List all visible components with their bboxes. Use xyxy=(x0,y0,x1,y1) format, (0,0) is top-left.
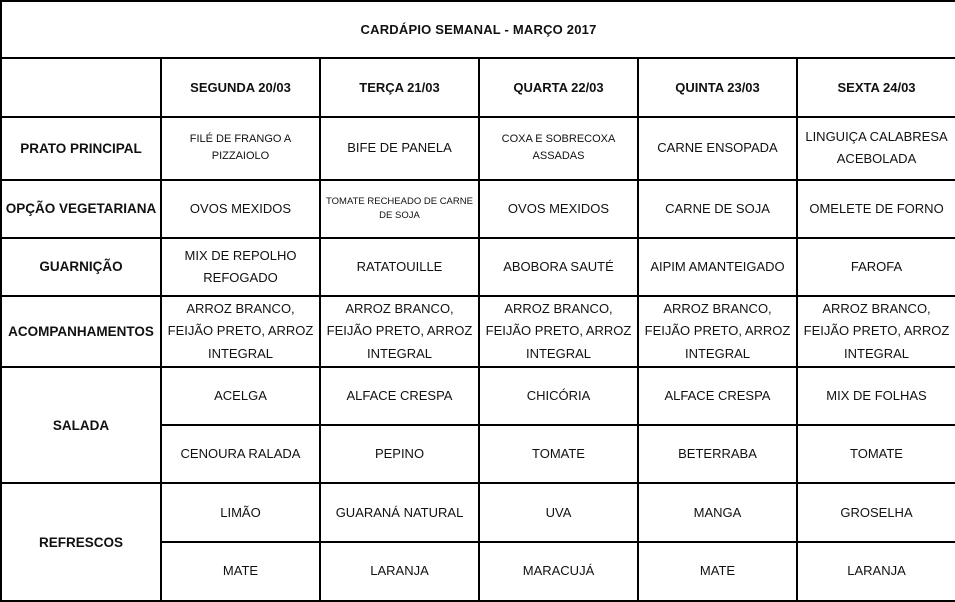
day-header-thursday: QUINTA 23/03 xyxy=(638,58,797,117)
row-salada-1 xyxy=(1,367,955,425)
menu-cell: CENOURA RALADA xyxy=(161,425,320,483)
row-prato-principal xyxy=(1,117,955,180)
menu-cell: MIX DE REPOLHO REFOGADO xyxy=(161,238,320,296)
menu-cell: MATE xyxy=(638,542,797,601)
row-label: OPÇÃO VEGETARIANA xyxy=(1,180,161,238)
menu-cell: ALFACE CRESPA xyxy=(320,367,479,425)
menu-cell: BETERRABA xyxy=(638,425,797,483)
row-label: SALADA xyxy=(1,367,161,483)
menu-cell: MARACUJÁ xyxy=(479,542,638,601)
menu-cell: ARROZ BRANCO, FEIJÃO PRETO, ARROZ INTEGRAL xyxy=(638,296,797,367)
menu-cell: ABOBORA SAUTÉ xyxy=(479,238,638,296)
menu-cell: ACELGA xyxy=(161,367,320,425)
row-guarnicao xyxy=(1,238,955,296)
menu-cell: PEPINO xyxy=(320,425,479,483)
corner-cell xyxy=(1,58,161,117)
menu-cell: GROSELHA xyxy=(797,483,955,542)
menu-cell: LARANJA xyxy=(320,542,479,601)
page-title: CARDÁPIO SEMANAL - MARÇO 2017 xyxy=(1,1,955,58)
day-header-friday: SEXTA 24/03 xyxy=(797,58,955,117)
menu-cell: LINGUIÇA CALABRESA ACEBOLADA xyxy=(797,117,955,180)
title-row xyxy=(1,1,955,58)
menu-cell: LIMÃO xyxy=(161,483,320,542)
menu-cell: FILÉ DE FRANGO A PIZZAIOLO xyxy=(161,117,320,180)
menu-cell: CARNE ENSOPADA xyxy=(638,117,797,180)
menu-cell: COXA E SOBRECOXA ASSADAS xyxy=(479,117,638,180)
menu-cell: MIX DE FOLHAS xyxy=(797,367,955,425)
row-label: REFRESCOS xyxy=(1,483,161,601)
menu-cell: LARANJA xyxy=(797,542,955,601)
row-opcao-vegetariana xyxy=(1,180,955,238)
day-header-wednesday: QUARTA 22/03 xyxy=(479,58,638,117)
menu-cell: ARROZ BRANCO, FEIJÃO PRETO, ARROZ INTEGRAL xyxy=(320,296,479,367)
menu-cell: RATATOUILLE xyxy=(320,238,479,296)
day-header-row xyxy=(1,58,955,117)
menu-cell: GUARANÁ NATURAL xyxy=(320,483,479,542)
menu-cell: TOMATE xyxy=(797,425,955,483)
menu-cell: ARROZ BRANCO, FEIJÃO PRETO, ARROZ INTEGRAL xyxy=(161,296,320,367)
menu-cell: ARROZ BRANCO, FEIJÃO PRETO, ARROZ INTEGRAL xyxy=(479,296,638,367)
menu-cell: FAROFA xyxy=(797,238,955,296)
menu-cell: OVOS MEXIDOS xyxy=(161,180,320,238)
row-refrescos-1 xyxy=(1,483,955,542)
row-acompanhamentos xyxy=(1,296,955,367)
menu-cell: MATE xyxy=(161,542,320,601)
menu-cell: TOMATE xyxy=(479,425,638,483)
menu-cell: MANGA xyxy=(638,483,797,542)
menu-cell: CARNE DE SOJA xyxy=(638,180,797,238)
menu-cell: ALFACE CRESPA xyxy=(638,367,797,425)
row-label: GUARNIÇÃO xyxy=(1,238,161,296)
menu-cell: OVOS MEXIDOS xyxy=(479,180,638,238)
day-header-tuesday: TERÇA 21/03 xyxy=(320,58,479,117)
menu-cell: AIPIM AMANTEIGADO xyxy=(638,238,797,296)
day-header-monday: SEGUNDA 20/03 xyxy=(161,58,320,117)
menu-cell: CHICÓRIA xyxy=(479,367,638,425)
menu-cell: UVA xyxy=(479,483,638,542)
menu-cell: TOMATE RECHEADO DE CARNE DE SOJA xyxy=(320,180,479,238)
menu-cell: OMELETE DE FORNO xyxy=(797,180,955,238)
row-label: ACOMPANHAMENTOS xyxy=(1,296,161,367)
menu-cell: BIFE DE PANELA xyxy=(320,117,479,180)
row-label: PRATO PRINCIPAL xyxy=(1,117,161,180)
menu-cell: ARROZ BRANCO, FEIJÃO PRETO, ARROZ INTEGRAL xyxy=(797,296,955,367)
